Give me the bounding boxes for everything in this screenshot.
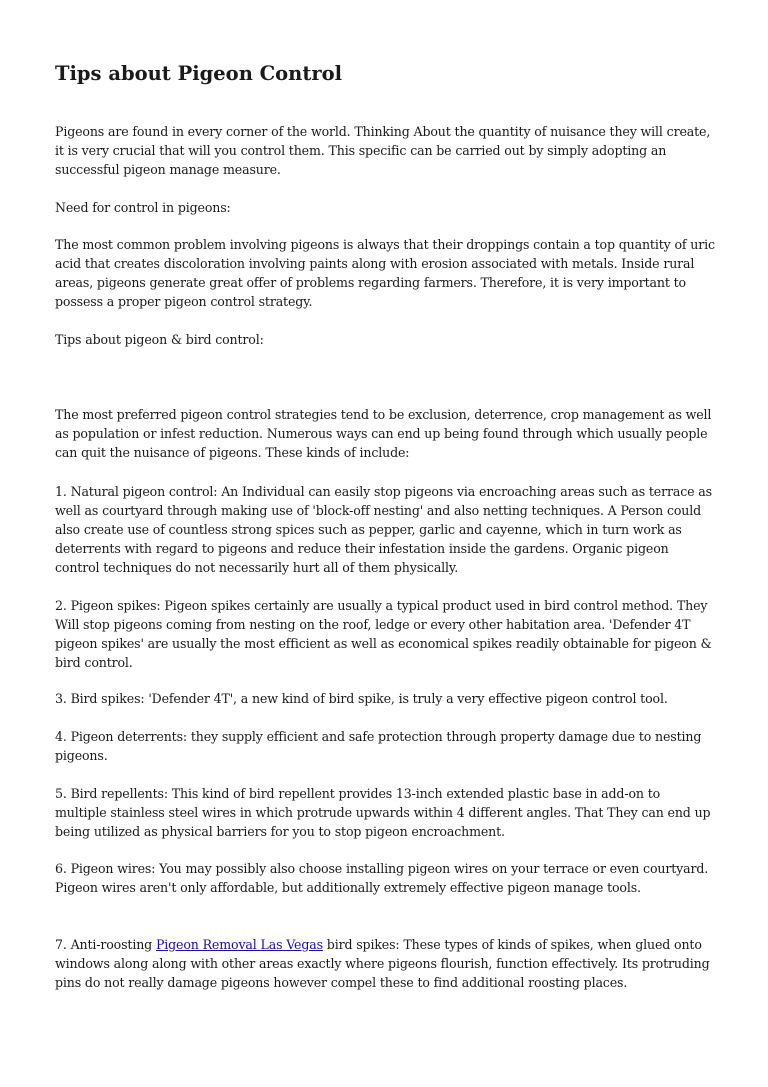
anti-roosting-prefix: 7. Anti-roosting [55, 937, 156, 952]
list-item-anti-roosting [55, 935, 715, 992]
list-item-bird-spikes: 3. Bird spikes: 'Defender 4T', a new kind of bird spike, is truly a very effective pigeon control tool. [55, 691, 668, 706]
list-item-pigeon-deterrents: 4. Pigeon deterrents: they supply efficient and safe protection through property damage due to nesting pigeons. [55, 729, 702, 763]
anti-roosting-suffix: bird spikes: These types of kinds of spikes, when glued onto windows along along with other areas exactly where pigeons flourish, function effectively. Its protruding pins do not really damage pigeons however compel these to find additional roosting places. [55, 937, 710, 990]
pigeon-removal-link[interactable]: Pigeon Removal Las Vegas [155, 937, 323, 952]
list-item-pigeon-wires: 6. Pigeon wires: You may possibly also choose installing pigeon wires on your terrace or even courtyard. Pigeon wires aren't only affordable, but additionally extremely effective pigeon manage tools. [55, 861, 709, 895]
list-item-natural-control: 1. Natural pigeon control: An Individual can easily stop pigeons via encroaching areas such as terrace as well as courtyard through making use of 'block-off nesting' and also netting techniques. A Person could also create use of countless strong spices such as pepper, garlic and cayenne, which in turn work as deterrents with regard to pigeons and reduce their infestation inside the gardens. Organic pigeon control techniques do not necessarily hurt all of them physically. [55, 484, 712, 575]
tips-heading: Tips about pigeon & bird control: [55, 332, 264, 347]
need-paragraph: The most common problem involving pigeons is always that their droppings contain a top quantity of uric acid that creates discoloration involving paints along with erosion associated with metals. Inside rural areas, pigeons generate great offer of problems regarding farmers. Therefore, it is very important to possess a proper pigeon control strategy. [55, 237, 715, 309]
intro-paragraph: Pigeons are found in every corner of the world. Thinking About the quantity of nuisance they will create, it is very crucial that will you control them. This specific can be carried out by simply adopting an successful pigeon manage measure. [55, 124, 711, 177]
list-item-pigeon-spikes: 2. Pigeon spikes: Pigeon spikes certainly are usually a typical product used in bird control method. They Will stop pigeons coming from nesting on the roof, ledge or every other habitation area. 'Defender 4T pigeon spikes' are usually the most efficient as well as economical spikes readily obtainable for pigeon & bird control. [55, 598, 712, 670]
need-heading: Need for control in pigeons: [55, 200, 231, 215]
list-item-bird-repellents: 5. Bird repellents: This kind of bird repellent provides 13-inch extended plastic base in add-on to multiple stainless steel wires in which protrude upwards within 4 different angles. That They can end up being utilized as physical barriers for you to stop pigeon encroachment. [55, 786, 711, 839]
document-title: Tips about Pigeon Control [55, 62, 343, 85]
strategies-paragraph: The most preferred pigeon control strategies tend to be exclusion, deterrence, crop management as well as population or infest reduction. Numerous ways can end up being found through which usually people can quit the nuisance of pigeons. These kinds of include: [55, 407, 712, 460]
